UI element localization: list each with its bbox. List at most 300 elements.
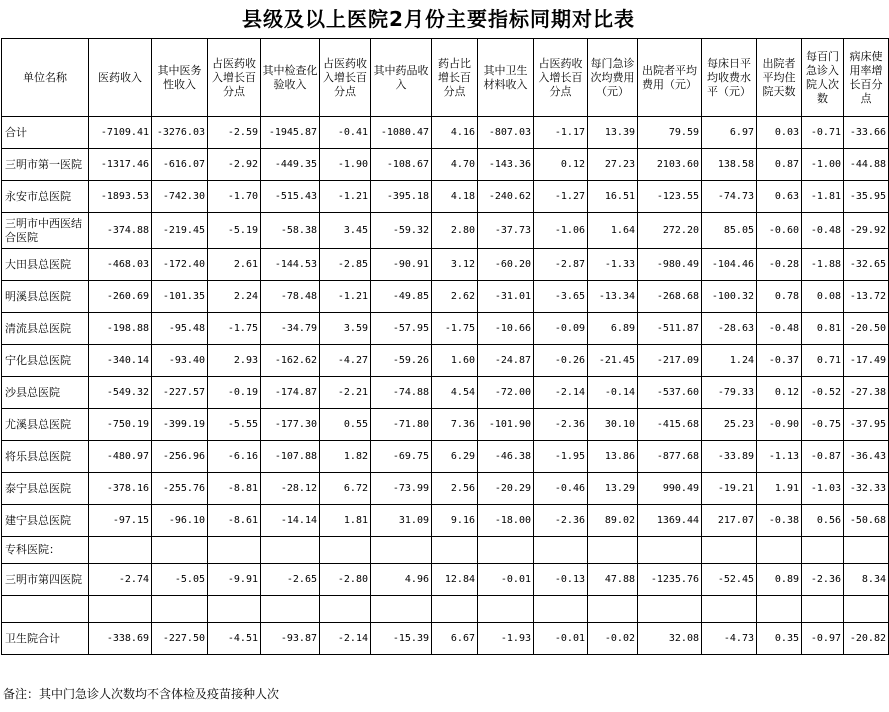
value-cell: 4.16 xyxy=(432,117,478,149)
value-cell: -0.28 xyxy=(757,249,802,281)
value-cell: -13.72 xyxy=(844,281,889,313)
value-cell: -399.19 xyxy=(152,409,208,441)
value-cell: -2.14 xyxy=(534,377,588,409)
value-cell: -93.40 xyxy=(152,345,208,377)
value-cell: -6.16 xyxy=(208,441,261,473)
value-cell: 9.16 xyxy=(432,505,478,537)
hospital-row xyxy=(2,313,889,345)
unit-name-cell: 沙县总医院 xyxy=(2,377,89,409)
value-cell: 4.70 xyxy=(432,149,478,181)
value-cell: -0.26 xyxy=(534,345,588,377)
value-cell: -1.21 xyxy=(320,181,371,213)
value-cell: -227.57 xyxy=(152,377,208,409)
empty-cell xyxy=(320,537,371,564)
value-cell: -8.81 xyxy=(208,473,261,505)
hospital-row xyxy=(2,345,889,377)
value-cell: -378.16 xyxy=(89,473,152,505)
value-cell: -268.68 xyxy=(638,281,702,313)
value-cell: 16.51 xyxy=(588,181,638,213)
value-cell: -750.19 xyxy=(89,409,152,441)
value-cell: -1.03 xyxy=(802,473,844,505)
value-cell: 89.02 xyxy=(588,505,638,537)
value-cell: 1.91 xyxy=(757,473,802,505)
value-cell: 27.23 xyxy=(588,149,638,181)
value-cell: -14.14 xyxy=(261,505,320,537)
value-cell: -172.40 xyxy=(152,249,208,281)
value-cell: -0.02 xyxy=(588,623,638,655)
empty-cell xyxy=(638,596,702,623)
value-cell: 13.39 xyxy=(588,117,638,149)
value-cell: -31.01 xyxy=(478,281,534,313)
value-cell: -2.92 xyxy=(208,149,261,181)
value-cell: 12.84 xyxy=(432,564,478,596)
value-cell: -0.37 xyxy=(757,345,802,377)
value-cell: -44.88 xyxy=(844,149,889,181)
hospital-row xyxy=(2,281,889,313)
column-header: 每床日平均收费水平（元） xyxy=(702,39,757,117)
unit-name-cell: 建宁县总医院 xyxy=(2,505,89,537)
comparison-table xyxy=(1,38,889,655)
value-cell: -1945.87 xyxy=(261,117,320,149)
column-header: 每门急诊次均费用（元） xyxy=(588,39,638,117)
value-cell: -37.73 xyxy=(478,213,534,249)
empty-cell xyxy=(89,537,152,564)
value-cell: -0.19 xyxy=(208,377,261,409)
unit-name-cell: 明溪县总医院 xyxy=(2,281,89,313)
value-cell: -7109.41 xyxy=(89,117,152,149)
value-cell: -20.29 xyxy=(478,473,534,505)
value-cell: -1.93 xyxy=(478,623,534,655)
empty-cell xyxy=(702,596,757,623)
value-cell: -2.36 xyxy=(534,409,588,441)
value-cell: -35.95 xyxy=(844,181,889,213)
value-cell: -19.21 xyxy=(702,473,757,505)
value-cell: 6.89 xyxy=(588,313,638,345)
empty-cell xyxy=(320,596,371,623)
value-cell: -1.70 xyxy=(208,181,261,213)
value-cell: 2.24 xyxy=(208,281,261,313)
value-cell: -97.15 xyxy=(89,505,152,537)
value-cell: -46.38 xyxy=(478,441,534,473)
value-cell: 3.59 xyxy=(320,313,371,345)
hospital-row xyxy=(2,213,889,249)
value-cell: 1369.44 xyxy=(638,505,702,537)
value-cell: -1.33 xyxy=(588,249,638,281)
value-cell: -877.68 xyxy=(638,441,702,473)
value-cell: -101.90 xyxy=(478,409,534,441)
value-cell: -34.79 xyxy=(261,313,320,345)
value-cell: 0.63 xyxy=(757,181,802,213)
value-cell: -123.55 xyxy=(638,181,702,213)
header-row xyxy=(2,39,889,117)
value-cell: -107.88 xyxy=(261,441,320,473)
value-cell: 31.09 xyxy=(371,505,432,537)
value-cell: -29.92 xyxy=(844,213,889,249)
value-cell: 0.81 xyxy=(802,313,844,345)
value-cell: 272.20 xyxy=(638,213,702,249)
value-cell: -260.69 xyxy=(89,281,152,313)
value-cell: -256.96 xyxy=(152,441,208,473)
value-cell: -255.76 xyxy=(152,473,208,505)
value-cell: 8.34 xyxy=(844,564,889,596)
value-cell: 6.97 xyxy=(702,117,757,149)
value-cell: -2.87 xyxy=(534,249,588,281)
value-cell: -395.18 xyxy=(371,181,432,213)
value-cell: -515.43 xyxy=(261,181,320,213)
value-cell: 0.12 xyxy=(534,149,588,181)
value-cell: -144.53 xyxy=(261,249,320,281)
column-header: 病床使用率增长百分点 xyxy=(844,39,889,117)
value-cell: -219.45 xyxy=(152,213,208,249)
value-cell: -101.35 xyxy=(152,281,208,313)
value-cell: -37.95 xyxy=(844,409,889,441)
value-cell: -0.52 xyxy=(802,377,844,409)
value-cell: -59.32 xyxy=(371,213,432,249)
value-cell: -2.36 xyxy=(534,505,588,537)
value-cell: -240.62 xyxy=(478,181,534,213)
column-header: 医药收入 xyxy=(89,39,152,117)
column-header: 占医药收入增长百分点 xyxy=(320,39,371,117)
unit-name-cell: 三明市中西医结合医院 xyxy=(2,213,89,249)
value-cell: -1.27 xyxy=(534,181,588,213)
value-cell: -0.75 xyxy=(802,409,844,441)
value-cell: -28.12 xyxy=(261,473,320,505)
value-cell: -980.49 xyxy=(638,249,702,281)
value-cell: -4.27 xyxy=(320,345,371,377)
total-row xyxy=(2,117,889,149)
value-cell: 13.86 xyxy=(588,441,638,473)
value-cell: 0.03 xyxy=(757,117,802,149)
value-cell: 1.81 xyxy=(320,505,371,537)
value-cell: -90.91 xyxy=(371,249,432,281)
value-cell: -537.60 xyxy=(638,377,702,409)
value-cell: 79.59 xyxy=(638,117,702,149)
value-cell: -5.05 xyxy=(152,564,208,596)
value-cell: -449.35 xyxy=(261,149,320,181)
empty-cell xyxy=(588,537,638,564)
value-cell: 2.56 xyxy=(432,473,478,505)
value-cell: -59.26 xyxy=(371,345,432,377)
value-cell: -468.03 xyxy=(89,249,152,281)
value-cell: 3.12 xyxy=(432,249,478,281)
value-cell: -50.68 xyxy=(844,505,889,537)
value-cell: -0.71 xyxy=(802,117,844,149)
unit-name-cell: 永安市总医院 xyxy=(2,181,89,213)
value-cell: -0.38 xyxy=(757,505,802,537)
value-cell: 1.82 xyxy=(320,441,371,473)
empty-cell xyxy=(478,537,534,564)
value-cell: -36.43 xyxy=(844,441,889,473)
value-cell: -480.97 xyxy=(89,441,152,473)
value-cell: -20.82 xyxy=(844,623,889,655)
value-cell: 30.10 xyxy=(588,409,638,441)
hospital-row xyxy=(2,441,889,473)
table-body xyxy=(2,117,889,655)
empty-cell xyxy=(89,596,152,623)
value-cell: 4.96 xyxy=(371,564,432,596)
special-hospital-row xyxy=(2,564,889,596)
value-cell: -2.21 xyxy=(320,377,371,409)
value-cell: -0.46 xyxy=(534,473,588,505)
value-cell: 4.18 xyxy=(432,181,478,213)
empty-cell xyxy=(432,596,478,623)
value-cell: -73.99 xyxy=(371,473,432,505)
value-cell: 6.67 xyxy=(432,623,478,655)
value-cell: -69.75 xyxy=(371,441,432,473)
value-cell: 0.56 xyxy=(802,505,844,537)
value-cell: -18.00 xyxy=(478,505,534,537)
column-header: 其中医务性收入 xyxy=(152,39,208,117)
value-cell: 47.88 xyxy=(588,564,638,596)
value-cell: -60.20 xyxy=(478,249,534,281)
empty-cell xyxy=(534,537,588,564)
value-cell: -5.19 xyxy=(208,213,261,249)
value-cell: 0.08 xyxy=(802,281,844,313)
empty-cell xyxy=(152,596,208,623)
hospital-row xyxy=(2,149,889,181)
column-header: 药占比增长百分点 xyxy=(432,39,478,117)
value-cell: 0.55 xyxy=(320,409,371,441)
value-cell: -549.32 xyxy=(89,377,152,409)
value-cell: -71.80 xyxy=(371,409,432,441)
value-cell: -807.03 xyxy=(478,117,534,149)
value-cell: -2.14 xyxy=(320,623,371,655)
empty-cell xyxy=(208,596,261,623)
value-cell: -74.73 xyxy=(702,181,757,213)
empty-cell xyxy=(478,596,534,623)
value-cell: -104.46 xyxy=(702,249,757,281)
value-cell: -49.85 xyxy=(371,281,432,313)
value-cell: -4.73 xyxy=(702,623,757,655)
value-cell: -0.09 xyxy=(534,313,588,345)
hospital-row xyxy=(2,181,889,213)
value-cell: -108.67 xyxy=(371,149,432,181)
value-cell: -4.51 xyxy=(208,623,261,655)
value-cell: -1.95 xyxy=(534,441,588,473)
value-cell: 25.23 xyxy=(702,409,757,441)
column-header: 每百门急诊入院人次数 xyxy=(802,39,844,117)
value-cell: -1.75 xyxy=(208,313,261,345)
hospital-row xyxy=(2,377,889,409)
section-label-row xyxy=(2,537,889,564)
unit-name-cell: 合计 xyxy=(2,117,89,149)
value-cell: 6.72 xyxy=(320,473,371,505)
blank-row xyxy=(2,596,889,623)
value-cell: 6.29 xyxy=(432,441,478,473)
value-cell: 2.80 xyxy=(432,213,478,249)
value-cell: 2103.60 xyxy=(638,149,702,181)
value-cell: -20.50 xyxy=(844,313,889,345)
value-cell: -33.66 xyxy=(844,117,889,149)
value-cell: -174.87 xyxy=(261,377,320,409)
value-cell: 138.58 xyxy=(702,149,757,181)
value-cell: -33.89 xyxy=(702,441,757,473)
value-cell: 2.93 xyxy=(208,345,261,377)
value-cell: -217.09 xyxy=(638,345,702,377)
empty-cell xyxy=(638,537,702,564)
value-cell: -162.62 xyxy=(261,345,320,377)
value-cell: -15.39 xyxy=(371,623,432,655)
empty-cell xyxy=(844,596,889,623)
empty-cell xyxy=(261,537,320,564)
value-cell: -0.97 xyxy=(802,623,844,655)
value-cell: -616.07 xyxy=(152,149,208,181)
value-cell: -2.80 xyxy=(320,564,371,596)
value-cell: 0.87 xyxy=(757,149,802,181)
empty-cell xyxy=(371,596,432,623)
value-cell: 32.08 xyxy=(638,623,702,655)
value-cell: -1317.46 xyxy=(89,149,152,181)
empty-cell xyxy=(152,537,208,564)
value-cell: -0.14 xyxy=(588,377,638,409)
value-cell: -1.13 xyxy=(757,441,802,473)
section-label: 专科医院： xyxy=(2,537,89,564)
hospital-row xyxy=(2,473,889,505)
column-header: 出院者平均费用（元） xyxy=(638,39,702,117)
value-cell: -1.06 xyxy=(534,213,588,249)
empty-cell xyxy=(844,537,889,564)
column-header: 出院者平均住院天数 xyxy=(757,39,802,117)
value-cell: -10.66 xyxy=(478,313,534,345)
value-cell: -0.90 xyxy=(757,409,802,441)
clinic-total-row xyxy=(2,623,889,655)
value-cell: -3.65 xyxy=(534,281,588,313)
value-cell: -198.88 xyxy=(89,313,152,345)
value-cell: -79.33 xyxy=(702,377,757,409)
value-cell: -0.60 xyxy=(757,213,802,249)
value-cell: -2.85 xyxy=(320,249,371,281)
value-cell: -32.65 xyxy=(844,249,889,281)
empty-cell xyxy=(702,537,757,564)
empty-cell xyxy=(802,537,844,564)
value-cell: -415.68 xyxy=(638,409,702,441)
value-cell: -1.90 xyxy=(320,149,371,181)
value-cell: 0.35 xyxy=(757,623,802,655)
value-cell: -52.45 xyxy=(702,564,757,596)
value-cell: -0.48 xyxy=(757,313,802,345)
value-cell: -0.13 xyxy=(534,564,588,596)
value-cell: -1.81 xyxy=(802,181,844,213)
unit-name-cell: 将乐县总医院 xyxy=(2,441,89,473)
value-cell: -17.49 xyxy=(844,345,889,377)
value-cell: -2.59 xyxy=(208,117,261,149)
value-cell: -57.95 xyxy=(371,313,432,345)
value-cell: -5.55 xyxy=(208,409,261,441)
empty-cell xyxy=(802,596,844,623)
empty-cell xyxy=(261,596,320,623)
column-header: 其中药品收入 xyxy=(371,39,432,117)
empty-cell xyxy=(432,537,478,564)
value-cell: -511.87 xyxy=(638,313,702,345)
value-cell: -93.87 xyxy=(261,623,320,655)
value-cell: 3.45 xyxy=(320,213,371,249)
value-cell: -177.30 xyxy=(261,409,320,441)
value-cell: -1080.47 xyxy=(371,117,432,149)
section-label xyxy=(2,596,89,623)
value-cell: -96.10 xyxy=(152,505,208,537)
empty-cell xyxy=(757,537,802,564)
value-cell: -2.36 xyxy=(802,564,844,596)
page-title: 县级及以上医院2月份主要指标同期对比表 xyxy=(242,7,635,31)
empty-cell xyxy=(588,596,638,623)
value-cell: 217.07 xyxy=(702,505,757,537)
unit-name-cell: 卫生院合计 xyxy=(2,623,89,655)
hospital-row xyxy=(2,409,889,441)
value-cell: -78.48 xyxy=(261,281,320,313)
hospital-row xyxy=(2,505,889,537)
unit-name-cell: 宁化县总医院 xyxy=(2,345,89,377)
unit-name-cell: 清流县总医院 xyxy=(2,313,89,345)
column-header: 其中卫生材料收入 xyxy=(478,39,534,117)
value-cell: -24.87 xyxy=(478,345,534,377)
value-cell: -9.91 xyxy=(208,564,261,596)
empty-cell xyxy=(757,596,802,623)
value-cell: -1.75 xyxy=(432,313,478,345)
column-header-unit: 单位名称 xyxy=(2,39,89,117)
column-header: 占医药收入增长百分点 xyxy=(208,39,261,117)
value-cell: -100.32 xyxy=(702,281,757,313)
empty-cell xyxy=(208,537,261,564)
value-cell: -0.01 xyxy=(478,564,534,596)
value-cell: -374.88 xyxy=(89,213,152,249)
value-cell: -1.00 xyxy=(802,149,844,181)
value-cell: -3276.03 xyxy=(152,117,208,149)
value-cell: -13.34 xyxy=(588,281,638,313)
value-cell: -143.36 xyxy=(478,149,534,181)
unit-name-cell: 大田县总医院 xyxy=(2,249,89,281)
unit-name-cell: 三明市第一医院 xyxy=(2,149,89,181)
value-cell: 2.61 xyxy=(208,249,261,281)
value-cell: -2.74 xyxy=(89,564,152,596)
value-cell: -32.33 xyxy=(844,473,889,505)
value-cell: 13.29 xyxy=(588,473,638,505)
hospital-row xyxy=(2,249,889,281)
value-cell: -340.14 xyxy=(89,345,152,377)
value-cell: -8.61 xyxy=(208,505,261,537)
value-cell: 0.89 xyxy=(757,564,802,596)
column-header: 占医药收入增长百分点 xyxy=(534,39,588,117)
value-cell: -28.63 xyxy=(702,313,757,345)
value-cell: -1893.53 xyxy=(89,181,152,213)
value-cell: -227.50 xyxy=(152,623,208,655)
value-cell: -74.88 xyxy=(371,377,432,409)
value-cell: -0.41 xyxy=(320,117,371,149)
empty-cell xyxy=(534,596,588,623)
value-cell: -58.38 xyxy=(261,213,320,249)
unit-name-cell: 泰宁县总医院 xyxy=(2,473,89,505)
value-cell: 2.62 xyxy=(432,281,478,313)
value-cell: 4.54 xyxy=(432,377,478,409)
value-cell: -21.45 xyxy=(588,345,638,377)
value-cell: -338.69 xyxy=(89,623,152,655)
value-cell: 7.36 xyxy=(432,409,478,441)
value-cell: -1.21 xyxy=(320,281,371,313)
unit-name-cell: 三明市第四医院 xyxy=(2,564,89,596)
value-cell: 1.60 xyxy=(432,345,478,377)
value-cell: -742.30 xyxy=(152,181,208,213)
unit-name-cell: 尤溪县总医院 xyxy=(2,409,89,441)
value-cell: -0.01 xyxy=(534,623,588,655)
value-cell: -1.17 xyxy=(534,117,588,149)
value-cell: -0.48 xyxy=(802,213,844,249)
value-cell: -1235.76 xyxy=(638,564,702,596)
empty-cell xyxy=(371,537,432,564)
value-cell: -27.38 xyxy=(844,377,889,409)
footnote: 备注：其中门急诊人次数均不含体检及疫苗接种人次 xyxy=(3,687,280,701)
value-cell: 1.64 xyxy=(588,213,638,249)
value-cell: 1.24 xyxy=(702,345,757,377)
value-cell: 0.12 xyxy=(757,377,802,409)
